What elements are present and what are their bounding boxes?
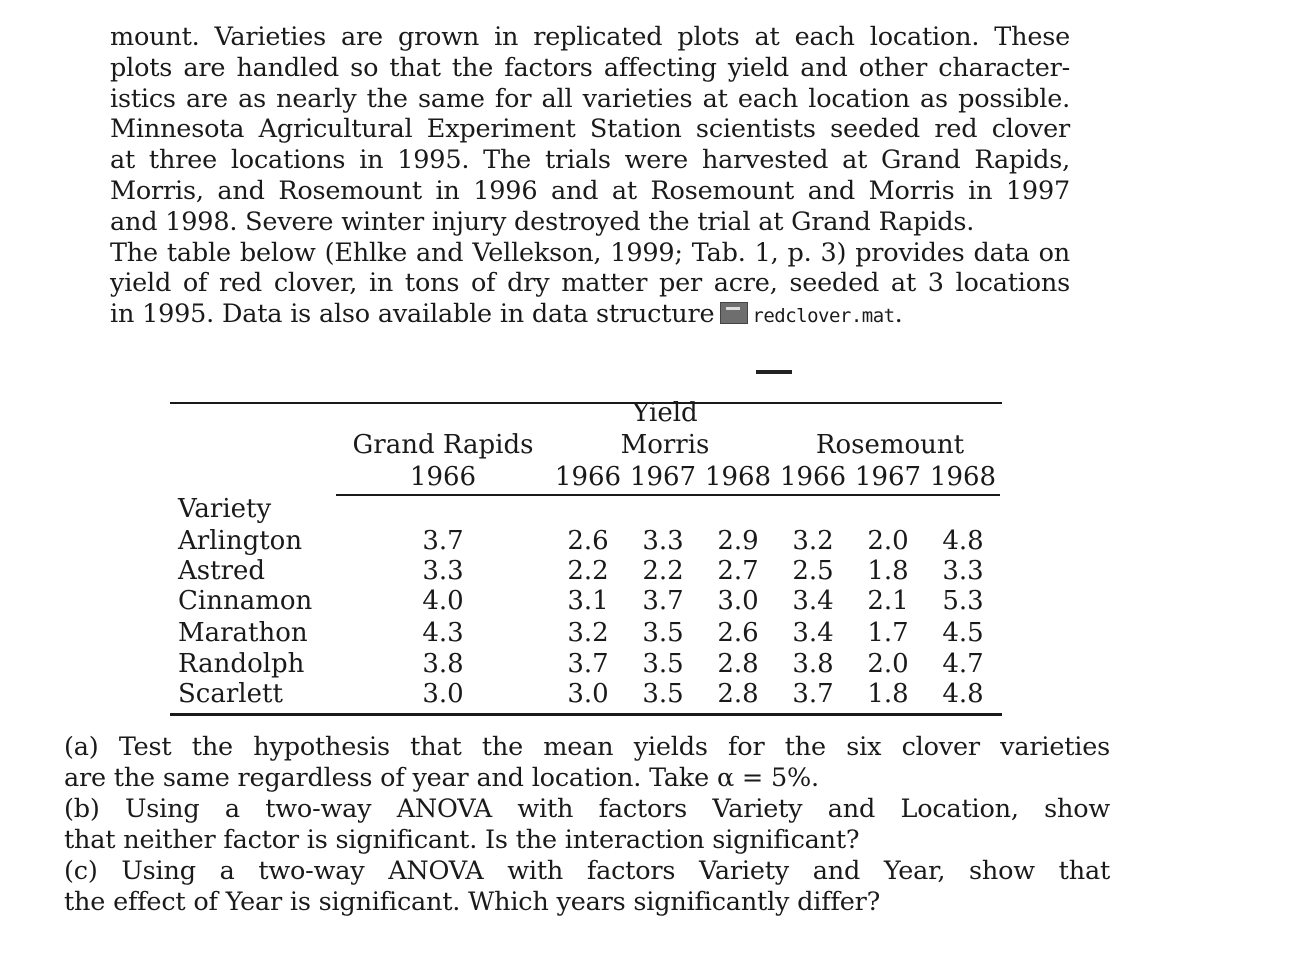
data-file-link[interactable]: redclover.mat [752,305,895,328]
paragraph-line: plots are handled so that the factors affecting yield and other character- [110,52,1070,83]
yield-value-cell: 3.0 [717,586,759,616]
yield-value-cell: 2.2 [567,556,609,586]
exercise-questions [64,732,1110,918]
yield-value-cell: 3.7 [792,679,834,709]
question-c-line: the effect of Year is significant. Which years significantly differ? [64,887,881,917]
yield-value-cell: 1.7 [867,618,909,648]
table-top-rule [170,402,1002,404]
yield-value-cell: 4.3 [422,618,464,648]
yield-value-cell: 3.4 [792,586,834,616]
variety-label: Arlington [178,526,303,556]
variety-label: Scarlett [178,679,283,709]
yield-value-cell: 3.3 [422,556,464,586]
yield-value-cell: 3.8 [422,649,464,679]
yield-value-cell: 3.5 [642,618,684,648]
yield-value-cell: 1.8 [867,556,909,586]
question-b-line: (b) Using a two-way ANOVA with factors Variety and Location, show [64,794,1110,824]
yield-value-cell: 4.5 [942,618,984,648]
paragraph-line: and 1998. Severe winter injury destroyed the trial at Grand Rapids. [110,206,975,237]
yield-value-cell: 2.6 [717,618,759,648]
paragraph-line: Minnesota Agricultural Experiment Station scientists seeded red clover [110,114,1070,145]
yield-value-cell: 5.3 [942,586,984,616]
yield-value-cell: 4.8 [942,526,984,556]
yield-value-cell: 2.2 [642,556,684,586]
variety-label: Marathon [178,618,308,648]
yield-value-cell: 2.6 [567,526,609,556]
yield-value-cell: 3.4 [792,618,834,648]
yield-value-cell: 3.5 [642,679,684,709]
variety-label: Randolph [178,649,305,679]
yield-value-cell: 3.1 [567,586,609,616]
yield-value-cell: 3.7 [422,526,464,556]
paragraph-line: Morris, and Rosemount in 1996 and at Rosemount and Morris in 1997 [110,175,1070,206]
year-header: 1967 [854,462,922,492]
yield-value-cell: 3.8 [792,649,834,679]
location-header-morris: Morris [620,430,710,460]
yield-value-cell: 4.8 [942,679,984,709]
question-a-line: are the same regardless of year and location. Take α = 5%. [64,763,819,793]
yield-value-cell: 2.7 [717,556,759,586]
paragraph-period: . [894,299,903,330]
paragraph-line: istics are as nearly the same for all varieties at each location as possible. [110,83,1070,114]
yield-value-cell: 3.0 [422,679,464,709]
yield-value-cell: 2.0 [867,649,909,679]
question-c-line: (c) Using a two-way ANOVA with factors Variety and Year, show that [64,856,1110,886]
yield-header: Yield [632,398,698,428]
year-header: 1966 [554,462,622,492]
table-bottom-rule [170,713,1002,716]
paragraph-line: yield of red clover, in tons of dry matter per acre, seeded at 3 locations [110,268,1070,299]
year-header: 1968 [929,462,997,492]
question-a-line: (a) Test the hypothesis that the mean yields for the six clover varieties [64,732,1110,762]
paragraph-line: The table below (Ehlke and Vellekson, 1999; Tab. 1, p. 3) provides data on [110,237,1070,268]
yield-value-cell: 3.2 [567,618,609,648]
year-header: 1968 [704,462,772,492]
row-header-variety: Variety [178,494,272,524]
yield-value-cell: 3.5 [642,649,684,679]
yield-value-cell: 2.1 [867,586,909,616]
yield-value-cell: 4.7 [942,649,984,679]
question-b-line: that neither factor is significant. Is the interaction significant? [64,825,860,855]
yield-value-cell: 4.0 [422,586,464,616]
yield-value-cell: 2.0 [867,526,909,556]
yield-value-cell: 3.3 [942,556,984,586]
paragraph-last-line [110,299,1070,332]
location-header-rosemount: Rosemount [815,430,965,460]
year-header: 1967 [629,462,697,492]
table-header-rule [336,494,1000,496]
scan-mark [756,370,792,374]
yield-value-cell: 3.3 [642,526,684,556]
yield-value-cell: 3.0 [567,679,609,709]
paragraph-line-text: in 1995. Data is also available in data structure [110,299,715,330]
paragraph-line: at three locations in 1995. The trials were harvested at Grand Rapids, [110,145,1070,176]
yield-value-cell: 3.7 [642,586,684,616]
location-header-grand-rapids: Grand Rapids [352,430,534,460]
paragraph-line: mount. Varieties are grown in replicated plots at each location. These [110,22,1070,52]
intro-paragraph [110,22,1070,332]
yield-value-cell: 3.2 [792,526,834,556]
yield-value-cell: 3.7 [567,649,609,679]
year-header: 1966 [779,462,847,492]
yield-value-cell: 2.8 [717,649,759,679]
yield-value-cell: 2.9 [717,526,759,556]
year-header: 1966 [409,462,477,492]
variety-label: Astred [178,556,266,586]
yield-value-cell: 2.8 [717,679,759,709]
yield-value-cell: 2.5 [792,556,834,586]
yield-value-cell: 1.8 [867,679,909,709]
variety-label: Cinnamon [178,586,313,616]
file-icon[interactable] [720,302,748,324]
